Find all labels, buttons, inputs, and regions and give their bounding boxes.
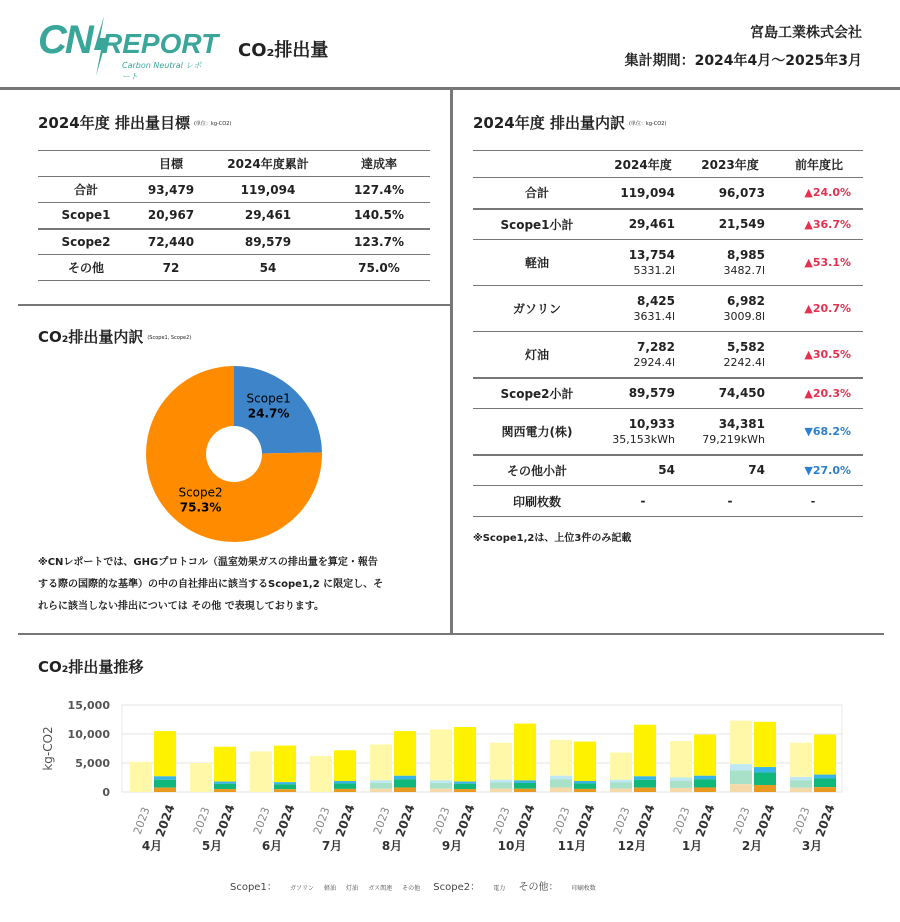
left-divider <box>18 304 450 306</box>
bar-electric <box>574 781 596 783</box>
pie-chart <box>130 360 330 550</box>
bar-other <box>514 724 536 781</box>
bar-year-label: 2024 <box>392 802 418 839</box>
pie-value-label: 75.3% <box>179 500 222 515</box>
page-title: CO₂排出量 <box>238 40 329 61</box>
bar-year-label: 2024 <box>332 802 358 839</box>
y-tick-label: 0 <box>102 786 110 799</box>
bar-other <box>790 743 812 777</box>
bar-year-label: 2023 <box>670 805 693 837</box>
bar-other <box>190 763 212 792</box>
bar-kerosene <box>730 770 752 784</box>
bar-kerosene <box>610 782 632 788</box>
table-row: その他小計 54 74 ▼27.0% <box>473 455 863 486</box>
legend-other: その他： <box>518 882 559 893</box>
bar-gas <box>334 789 356 792</box>
bar-gas <box>394 787 416 792</box>
bar-gas <box>550 787 572 792</box>
bar-other <box>310 756 332 792</box>
bar-other <box>454 727 476 782</box>
bar-year-label: 2024 <box>692 802 718 839</box>
y-tick-label: 15,000 <box>67 699 110 712</box>
col-header: 目標 <box>134 151 208 177</box>
x-tick-label: 2月 <box>741 839 763 853</box>
pie-label: Scope1 <box>246 391 291 406</box>
bar-other <box>130 762 152 792</box>
bar-gas <box>514 789 536 792</box>
bar-kerosene <box>490 782 512 788</box>
bar-other <box>814 735 836 775</box>
bar-gas <box>634 788 656 792</box>
table-row: Scope2小計 89,579 74,450 ▲20.3% <box>473 378 863 409</box>
bar-other <box>154 731 176 776</box>
bar-gas <box>490 789 512 792</box>
bar-gas <box>454 789 476 792</box>
bar-other <box>490 743 512 780</box>
bar-year-label: 2023 <box>310 805 333 837</box>
x-tick-label: 3月 <box>801 839 823 853</box>
bar-kerosene <box>634 780 656 788</box>
bar-year-label: 2023 <box>370 805 393 837</box>
bar-electric <box>694 776 716 780</box>
pie-note: ※CNレポートでは、GHGプロトコル（温室効果ガスの排出量を算定・報告 する際の国際的な基準）の中の自社排出に該当するScope1,2 に限定し、そ れらに該当しない排出については その他 で表現しております。 <box>38 557 384 612</box>
bar-year-label: 2024 <box>572 802 598 839</box>
bar-electric <box>790 777 812 780</box>
x-tick-label: 9月 <box>441 839 463 853</box>
bar-gas <box>610 789 632 792</box>
targets-title: 2024年度 排出量目標 (単位：kg-CO2) <box>38 114 232 132</box>
bar-kerosene <box>154 780 176 788</box>
bar-gas <box>754 785 776 792</box>
bar-electric <box>634 776 656 779</box>
x-tick-label: 6月 <box>261 839 283 853</box>
bar-gas <box>694 787 716 792</box>
legend-scope2: Scope2： <box>433 882 481 893</box>
bar-electric <box>610 780 632 783</box>
bar-electric <box>730 764 752 770</box>
bar-other <box>394 731 416 776</box>
col-header: 前年度比 <box>775 151 863 178</box>
x-tick-label: 7月 <box>321 839 343 853</box>
bar-other <box>214 747 236 782</box>
bar-year-label: 2023 <box>610 805 633 837</box>
bar-year-label: 2024 <box>812 802 838 839</box>
table-row: Scope2 72,440 89,579 123.7% <box>38 229 430 255</box>
table-row: Scope1 20,967 29,461 140.5% <box>38 203 430 229</box>
col-header <box>38 151 134 177</box>
bar-year-label: 2023 <box>130 805 153 837</box>
table-row: 印刷枚数 - - - <box>473 486 863 517</box>
table-row: 合計 93,479 119,094 127.4% <box>38 177 430 203</box>
bar-other <box>430 729 452 780</box>
table-row: 灯油 7,282 2924.4l 5,582 2242.4l ▲30.5% <box>473 332 863 378</box>
bar-gas <box>370 789 392 792</box>
bar-kerosene <box>550 779 572 787</box>
table-row: ガソリン 8,425 3631.4l 6,982 3009.8l ▲20.7% <box>473 286 863 332</box>
bar-year-label: 2024 <box>452 802 478 839</box>
bar-year-label: 2024 <box>212 802 238 839</box>
bar-other <box>730 721 752 765</box>
x-tick-label: 8月 <box>381 839 403 853</box>
bar-kerosene <box>514 783 536 789</box>
bar-electric <box>430 780 452 783</box>
col-header: 2023年度 <box>685 151 775 178</box>
bar-electric <box>670 778 692 781</box>
table-row: 合計 119,094 96,073 ▲24.0% <box>473 178 863 209</box>
cn-report-logo <box>38 16 219 81</box>
x-tick-label: 11月 <box>557 839 587 853</box>
table-row: その他 72 54 75.0% <box>38 255 430 281</box>
targets-table <box>38 150 430 281</box>
bar-electric <box>394 776 416 780</box>
bar-other <box>634 725 656 777</box>
bar-other <box>670 741 692 778</box>
y-tick-label: 10,000 <box>67 728 110 741</box>
bar-gas <box>790 788 812 792</box>
bar-electric <box>514 780 536 783</box>
bar-kerosene <box>790 780 812 788</box>
bar-gas <box>154 788 176 792</box>
bottom-divider <box>18 633 884 635</box>
trend-title: CO₂排出量推移 <box>38 658 144 676</box>
col-header: 2024年度 <box>601 151 685 178</box>
bar-other <box>250 751 272 792</box>
pie-value-label: 24.7% <box>247 406 290 421</box>
bar-kerosene <box>394 779 416 787</box>
bar-year-label: 2024 <box>632 802 658 839</box>
bar-electric <box>214 782 236 784</box>
bar-year-label: 2023 <box>790 805 813 837</box>
bar-gas <box>274 789 296 792</box>
bar-year-label: 2023 <box>250 805 273 837</box>
breakdown-title: 2024年度 排出量内訳 (単位：kg-CO2) <box>473 114 667 132</box>
bar-gas <box>574 789 596 792</box>
bar-year-label: 2023 <box>190 805 213 837</box>
bar-year-label: 2024 <box>272 802 298 839</box>
bar-other <box>610 753 632 780</box>
x-tick-label: 10月 <box>497 839 527 853</box>
bar-other <box>274 746 296 783</box>
x-tick-label: 12月 <box>617 839 647 853</box>
logo-report: REPORT <box>102 28 219 59</box>
trend-bar-chart <box>30 690 870 870</box>
bar-gas <box>814 787 836 792</box>
col-header: 2024年度累計 <box>208 151 328 177</box>
bar-electric <box>550 776 572 780</box>
bar-year-label: 2024 <box>752 802 778 839</box>
bar-electric <box>754 767 776 772</box>
bar-kerosene <box>274 784 296 789</box>
company-name: 宮島工業株式会社 <box>750 25 862 41</box>
bar-year-label: 2024 <box>512 802 538 839</box>
bar-year-label: 2023 <box>550 805 573 837</box>
bar-kerosene <box>670 781 692 788</box>
bar-gas <box>730 784 752 792</box>
x-tick-label: 1月 <box>681 839 703 853</box>
bar-electric <box>334 781 356 783</box>
y-tick-label: 5,000 <box>75 757 110 770</box>
bar-kerosene <box>370 783 392 789</box>
legend-scope1: Scope1： <box>230 882 277 893</box>
breakdown-table <box>473 150 863 517</box>
bar-year-label: 2024 <box>152 802 178 839</box>
bar-year-label: 2023 <box>730 805 753 837</box>
logo-cn: CN <box>38 18 92 62</box>
bar-gas <box>214 789 236 792</box>
col-header <box>473 151 601 178</box>
bar-kerosene <box>214 784 236 789</box>
bar-other <box>550 740 572 776</box>
bar-other <box>754 722 776 767</box>
bar-electric <box>814 775 836 779</box>
breakdown-note: ※Scope1,2は、上位3件のみ記載 <box>473 533 632 544</box>
table-row: 軽油 13,754 5331.2l 8,985 3482.7l ▲53.1% <box>473 240 863 286</box>
bar-other <box>334 750 356 781</box>
bar-kerosene <box>694 779 716 787</box>
bar-other <box>574 742 596 781</box>
chart-legend: Scope1： ガソリン 軽油 灯油 ガス関連 その他 Scope2： 電力 その他： 印刷枚数 <box>230 882 596 893</box>
col-header: 達成率 <box>328 151 430 177</box>
x-tick-label: 5月 <box>201 839 223 853</box>
bar-gas <box>430 789 452 792</box>
bar-other <box>694 735 716 776</box>
bar-year-label: 2023 <box>430 805 453 837</box>
bar-kerosene <box>430 783 452 789</box>
bar-kerosene <box>814 778 836 787</box>
bar-electric <box>490 780 512 783</box>
pie-label: Scope2 <box>178 485 223 500</box>
bar-electric <box>154 776 176 779</box>
bar-kerosene <box>454 784 476 789</box>
table-row: 関西電力(株) 10,933 35,153kWh 34,381 79,219kWh ▼68.2% <box>473 409 863 455</box>
y-axis-label: kg-CO2 <box>41 726 55 771</box>
pie-title: CO₂排出量内訳 (Scope1, Scope2) <box>38 328 192 346</box>
bar-other <box>370 744 392 780</box>
x-tick-label: 4月 <box>141 839 163 853</box>
bar-kerosene <box>334 783 356 789</box>
vertical-divider <box>450 90 453 635</box>
bar-electric <box>454 782 476 784</box>
logo-tagline: Carbon Neutral レポート <box>122 61 202 81</box>
bar-gas <box>670 788 692 792</box>
bar-kerosene <box>754 773 776 785</box>
bar-electric <box>274 782 296 784</box>
bar-kerosene <box>574 783 596 789</box>
table-row: Scope1小計 29,461 21,549 ▲36.7% <box>473 209 863 240</box>
aggregation-period: 集計期間：2024年4月〜2025年3月 <box>624 53 862 69</box>
bar-year-label: 2023 <box>490 805 513 837</box>
bar-electric <box>370 780 392 783</box>
